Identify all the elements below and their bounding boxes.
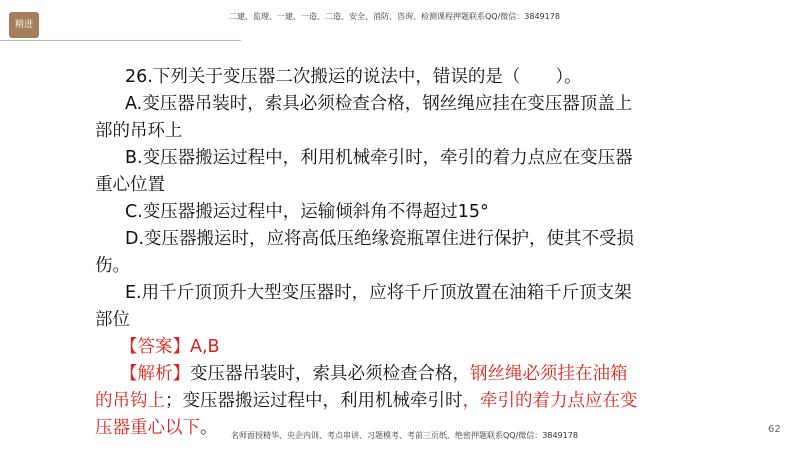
header-text: 二建、监理、一建、一造、二造、安全、消防、咨询、检测课程押题联系QQ/微信：3849178 <box>229 12 560 21</box>
option-d-cont: 伤。 <box>95 256 130 276</box>
page-number: 62 <box>768 424 781 435</box>
option-e-cont: 部位 <box>95 310 130 330</box>
answer-value: A,B <box>190 337 220 357</box>
answer-label: 【答案】 <box>120 337 190 357</box>
slide-content <box>95 64 655 442</box>
option-b: B.变压器搬运过程中，利用机械牵引时，牵引的着力点应在变压器 <box>125 148 633 168</box>
analysis-seg2: 钢丝绳必须挂在油箱 <box>470 364 628 384</box>
option-c: C.变压器搬运过程中，运输倾斜角不得超过15° <box>125 202 489 222</box>
option-a-cont: 部的吊环上 <box>95 121 183 141</box>
analysis-seg3: 的吊钩上 <box>95 391 165 411</box>
analysis-seg7: 。 <box>200 418 218 438</box>
option-e: E.用千斤顶顶升大型变压器时，应将千斤顶放置在油箱千斤顶支架 <box>125 283 632 303</box>
question-stem: 26.下列关于变压器二次搬运的说法中，错误的是（ ）。 <box>125 67 582 87</box>
analysis-label: 【解析】 <box>120 364 190 384</box>
analysis-seg6: 压器重心以下 <box>95 418 200 438</box>
analysis-line-2 <box>95 388 655 415</box>
option-a: A.变压器吊装时，索具必须检查合格，钢丝绳应挂在变压器顶盖上 <box>125 94 633 114</box>
option-b-cont: 重心位置 <box>95 175 165 195</box>
option-d: D.变压器搬运时，应将高低压绝缘瓷瓶罩住进行保护，使其不受损 <box>125 229 635 249</box>
analysis-seg4: ；变压器搬运过程中，利用机械牵引时 <box>165 391 463 411</box>
answer-line <box>95 334 655 361</box>
analysis-line-1 <box>95 361 655 388</box>
header-divider <box>0 40 241 41</box>
footer-text: 名师面授精华、央企内训、考点串讲、习题模考、考前三页纸、绝密押题联系QQ/微信：3849178 <box>231 431 578 440</box>
brand-logo: 精进 <box>9 12 39 38</box>
analysis-seg1: 变压器吊装时，索具必须检查合格， <box>190 364 470 384</box>
analysis-seg5: ，牵引的着力点应在变 <box>462 391 638 411</box>
